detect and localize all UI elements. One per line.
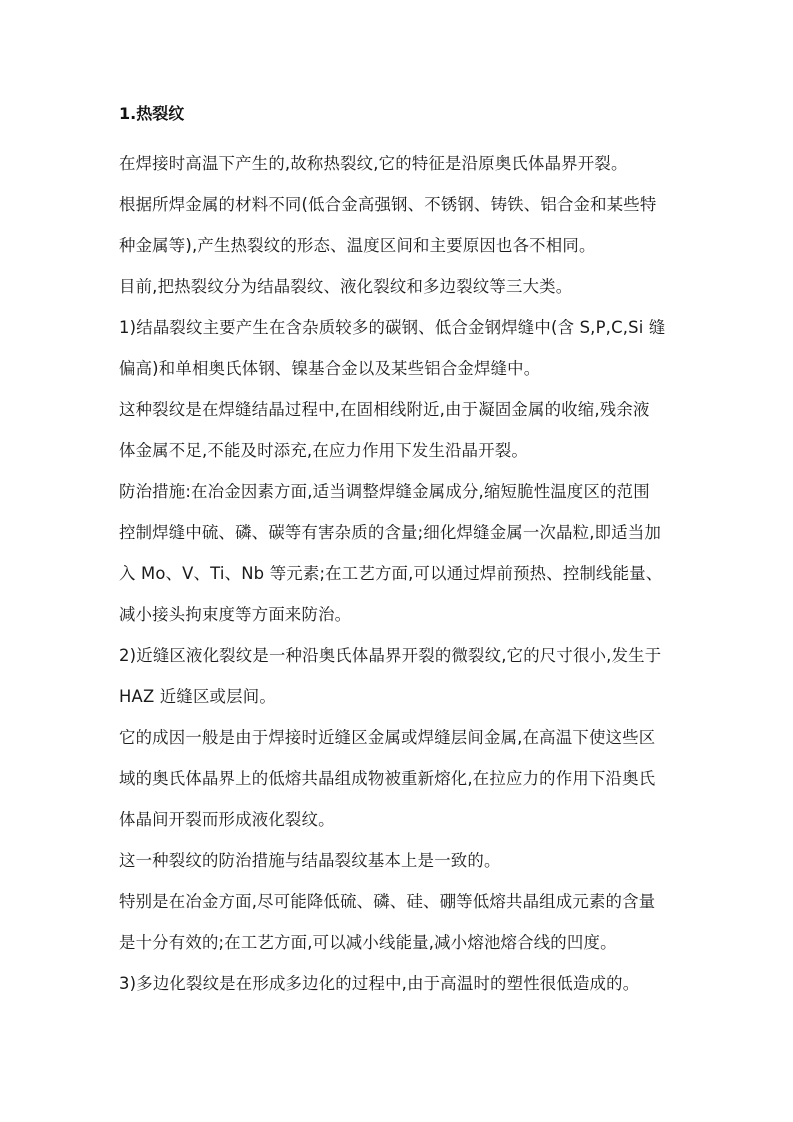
text-line: 偏高)和单相奥氏体钢、镍基合金以及某些铝合金焊缝中。 bbox=[119, 359, 541, 378]
text-line: 特别是在冶金方面,尽可能降低硫、磷、硅、硼等低熔共晶组成元素的含量 bbox=[119, 892, 656, 911]
paragraph-hot-crack-definition bbox=[119, 143, 675, 184]
text-line: 体晶间开裂而形成液化裂纹。 bbox=[119, 810, 335, 829]
section-heading: 1.热裂纹 bbox=[119, 104, 185, 123]
text-line: 目前,把热裂纹分为结晶裂纹、液化裂纹和多边裂纹等三大类。 bbox=[119, 277, 573, 296]
text-line: 这种裂纹是在焊缝结晶过程中,在固相线附近,由于凝固金属的收缩,残余液 bbox=[119, 400, 650, 419]
paragraph-liquation-crack bbox=[119, 635, 675, 717]
text-line: 种金属等),产生热裂纹的形态、温度区间和主要原因也各不相同。 bbox=[119, 236, 596, 255]
text-line: 是十分有效的;在工艺方面,可以减小线能量,减小熔池熔合线的凹度。 bbox=[119, 933, 617, 952]
text-line: 防治措施:在冶金因素方面,适当调整焊缝金属成分,缩短脆性温度区的范围 bbox=[119, 482, 650, 501]
text-line: 减小接头拘束度等方面来防治。 bbox=[119, 605, 352, 624]
text-line: 在焊接时高温下产生的,故称热裂纹,它的特征是沿原奥氏体晶界开裂。 bbox=[119, 154, 628, 173]
paragraph-metallurgy-process bbox=[119, 881, 675, 963]
text-line: 它的成因一般是由于焊接时近缝区金属或焊缝层间金属,在高温下使这些区 bbox=[119, 728, 656, 747]
text-line: 2)近缝区液化裂纹是一种沿奥氏体晶界开裂的微裂纹,它的尺寸很小,发生于 bbox=[119, 646, 662, 665]
text-line: 域的奥氏体晶界上的低熔共晶组成物被重新熔化,在拉应力的作用下沿奥氏 bbox=[119, 769, 656, 788]
text-line: 控制焊缝中硫、磷、碳等有害杂质的含量;细化焊缝金属一次晶粒,即适当加 bbox=[119, 523, 662, 542]
paragraph-liquation-cause bbox=[119, 717, 675, 840]
paragraph-liquation-prevention bbox=[119, 840, 675, 881]
text-line: 体金属不足,不能及时添充,在应力作用下发生沿晶开裂。 bbox=[119, 441, 528, 460]
paragraph-classification bbox=[119, 266, 675, 307]
paragraph-crystallization-crack bbox=[119, 307, 675, 389]
text-line: HAZ 近缝区或层间。 bbox=[119, 687, 276, 706]
text-line: 这一种裂纹的防治措施与结晶裂纹基本上是一致的。 bbox=[119, 851, 501, 870]
paragraph-material-differences bbox=[119, 184, 675, 266]
text-line: 入 Mo、V、Ti、Nb 等元素;在工艺方面,可以通过焊前预热、控制线能量、 bbox=[119, 564, 663, 583]
paragraph-prevention-measures bbox=[119, 471, 675, 635]
document-page bbox=[119, 104, 675, 1004]
paragraph-crystallization-mechanism bbox=[119, 389, 675, 471]
text-line: 根据所焊金属的材料不同(低合金高强钢、不锈钢、铸铁、铝合金和某些特 bbox=[119, 195, 657, 214]
paragraph-polygonization-crack bbox=[119, 963, 675, 1004]
text-line: 1)结晶裂纹主要产生在含杂质较多的碳钢、低合金钢焊缝中(含 S,P,C,Si 缝 bbox=[119, 318, 666, 337]
text-line: 3)多边化裂纹是在形成多边化的过程中,由于高温时的塑性很低造成的。 bbox=[119, 974, 640, 993]
